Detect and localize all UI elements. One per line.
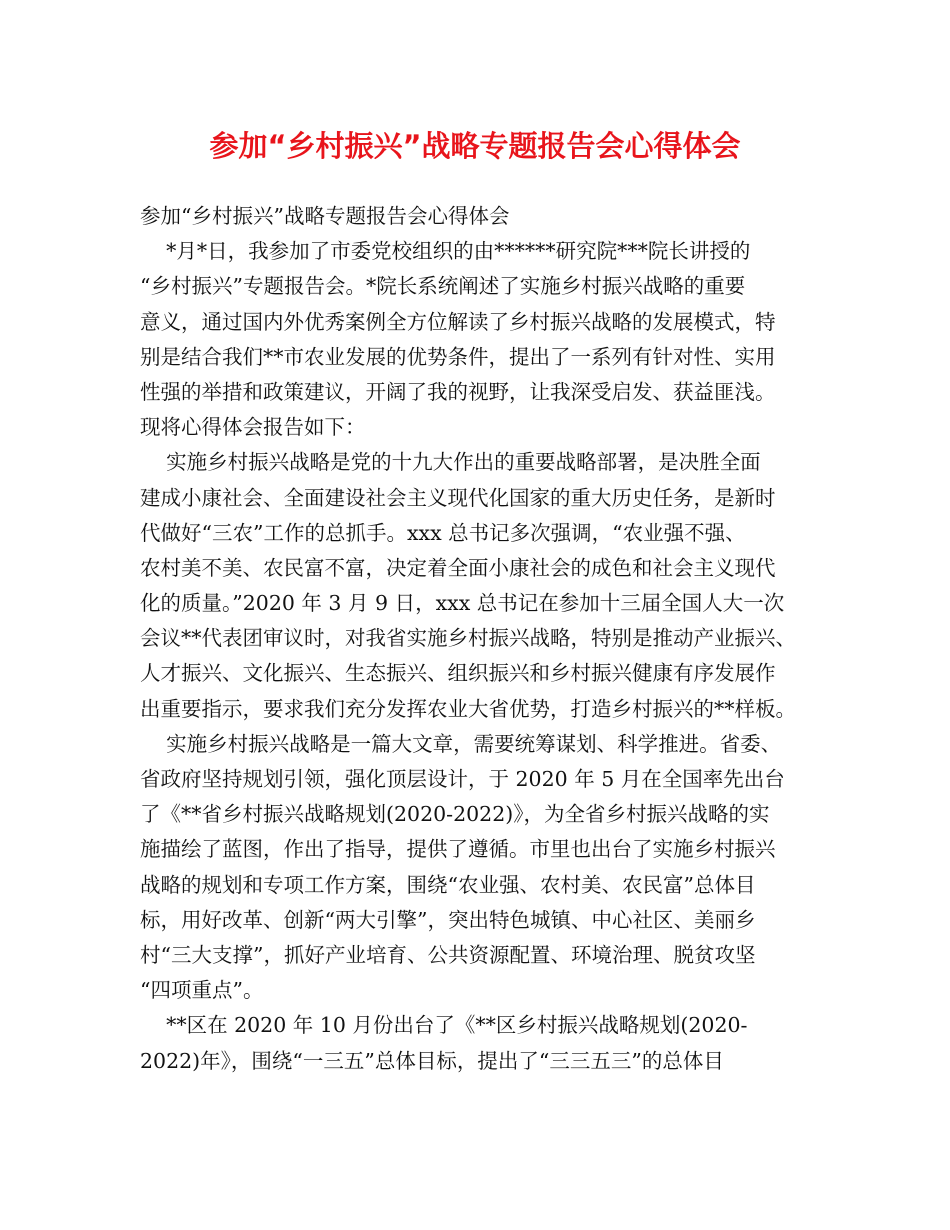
body-line: 标，用好改革、创新“两大引擎”，突出特色城镇、中心社区、美丽乡: [140, 907, 756, 932]
body-line: 人才振兴、文化振兴、生态振兴、组织振兴和乡村振兴健康有序发展作: [140, 661, 776, 686]
body-line: 代做好“三农”工作的总抓手。xxx 总书记多次强调，“农业强不强、: [140, 520, 746, 545]
body-line: 了《**省乡村振兴战略规划(2020-2022)》，为全省乡村振兴战略的实: [140, 802, 770, 827]
body-line: 意义，通过国内外优秀案例全方位解读了乡村振兴战略的发展模式，特: [140, 309, 776, 334]
body-line: 2022)年》，围绕“一三五”总体目标，提出了“三三五三”的总体目: [140, 1048, 724, 1073]
body-line: 参加“乡村振兴”战略专题报告会心得体会: [140, 204, 510, 228]
body-line: 现将心得体会报告如下：: [140, 415, 366, 440]
body-line: 施描绘了蓝图，作出了指导，提供了遵循。市里也出台了实施乡村振兴: [140, 837, 776, 862]
body-line: 村“三大支撑”，抓好产业培育、公共资源配置、环境治理、脱贫攻坚: [140, 942, 756, 967]
document-title: 参加“乡村振兴”战略专题报告会心得体会: [209, 129, 741, 163]
document-body: [140, 199, 830, 1079]
body-line: 农村美不美、农民富不富，决定着全面小康社会的成色和社会主义现代: [140, 555, 776, 580]
body-line: 会议**代表团审议时，对我省实施乡村振兴战略，特别是推动产业振兴、: [140, 626, 796, 651]
body-line: 省政府坚持规划引领，强化顶层设计，于 2020 年 5 月在全国率先出台: [140, 767, 785, 791]
body-line: 别是结合我们**市农业发展的优势条件，提出了一系列有针对性、实用: [140, 344, 776, 369]
body-line: *月*日，我参加了市委党校组织的由******研究院***院长讲授的: [140, 239, 751, 264]
body-line: 建成小康社会、全面建设社会主义现代化国家的重大历史任务，是新时: [140, 485, 776, 510]
body-line: 实施乡村振兴战略是一篇大文章，需要统筹谋划、科学推进。省委、: [140, 731, 782, 756]
body-line: 战略的规划和专项工作方案，围绕“农业强、农村美、农民富”总体目: [140, 872, 756, 897]
body-line: 化的质量。”2020 年 3 月 9 日，xxx 总书记在参加十三届全国人大一次: [140, 591, 785, 616]
body-line: 性强的举措和政策建议，开阔了我的视野，让我深受启发、获益匪浅。: [140, 379, 776, 404]
body-line: “四项重点”。: [140, 978, 264, 1003]
body-line: 出重要指示，要求我们充分发挥农业大省优势，打造乡村振兴的**样板。: [140, 696, 796, 721]
body-line: **区在 2020 年 10 月份出台了《**区乡村振兴战略规划(2020-: [140, 1013, 748, 1038]
body-line: “乡村振兴”专题报告会。*院长系统阐述了实施乡村振兴战略的重要: [140, 274, 746, 299]
body-line: 实施乡村振兴战略是党的十九大作出的重要战略部署，是决胜全面: [140, 450, 761, 475]
